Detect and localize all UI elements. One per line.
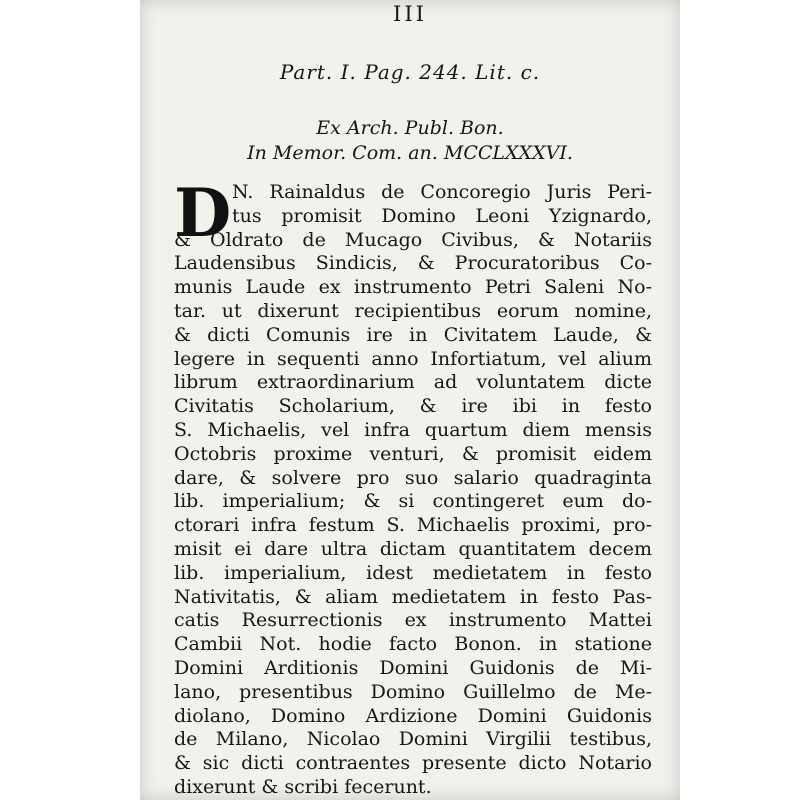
reference-line: Part. I. Pag. 244. Lit. c. bbox=[279, 60, 541, 84]
text-line: librum extraordinarium ad voluntatem dicte bbox=[174, 371, 652, 394]
text-line: & Oldrato de Mucago Civibus, & Notariis bbox=[174, 228, 652, 251]
text-line: lano, presentibus Domino Guillelmo de Me- bbox=[174, 680, 652, 703]
book-page bbox=[140, 0, 680, 800]
text-line: Nativitatis, & aliam medietatem in festo Pas- bbox=[174, 585, 652, 608]
text-line: S. Michaelis, vel infra quartum diem mensis bbox=[174, 419, 652, 441]
text-line: munis Laude ex instrumento Petri Saleni No- bbox=[174, 276, 652, 299]
text-line: de Milano, Nicolao Domini Virgilii testibus, bbox=[174, 728, 652, 751]
text-line: legere in sequenti anno Infortiatum, vel alium bbox=[174, 347, 652, 370]
archive-source-line: Ex Arch. Publ. Bon. bbox=[316, 117, 504, 139]
text-line: dixerunt & scribi fecerunt. bbox=[174, 776, 432, 798]
drop-cap: D bbox=[174, 174, 232, 252]
text-line: catis Resurrectionis ex instrumento Mattei bbox=[174, 609, 652, 632]
text-line: diolano, Domino Ardizione Domini Guidonis bbox=[174, 704, 652, 727]
page-number: III bbox=[393, 2, 427, 26]
text-line: tus promisit Domino Leoni Yzignardo, bbox=[232, 204, 652, 227]
text-line: misit ei dare ultra dictam quantitatem decem bbox=[174, 538, 652, 560]
text-line: lib. imperialium, idest medietatem in festo bbox=[174, 561, 652, 584]
text-line: Domini Arditionis Domini Guidonis de Mi- bbox=[174, 657, 652, 679]
text-line: & dicti Comunis ire in Civitatem Laude, & bbox=[174, 323, 652, 346]
text-line: lib. imperialium; & si contingeret eum do- bbox=[174, 490, 652, 513]
text-line: Cambii Not. hodie facto Bonon. in statione bbox=[174, 633, 652, 656]
text-line: Laudensibus Sindicis, & Procuratoribus Co- bbox=[174, 252, 652, 275]
text-line: ctorari infra festum S. Michaelis proximi, pro- bbox=[174, 514, 652, 537]
text-line: N. Rainaldus de Concoregio Juris Peri- bbox=[232, 181, 652, 203]
memorial-source-line: In Memor. Com. an. MCCLXXXVI. bbox=[247, 142, 573, 164]
text-line: & sic dicti contraentes presente dicto Notario bbox=[174, 752, 652, 775]
text-line: tar. ut dixerunt recipientibus eorum nomine, bbox=[174, 300, 652, 322]
text-line: dare, & solvere pro suo salario quadraginta bbox=[174, 466, 652, 489]
text-line: Civitatis Scholarium, & ire ibi in festo bbox=[174, 395, 652, 418]
text-line: Octobris proxime venturi, & promisit eidem bbox=[174, 442, 652, 465]
